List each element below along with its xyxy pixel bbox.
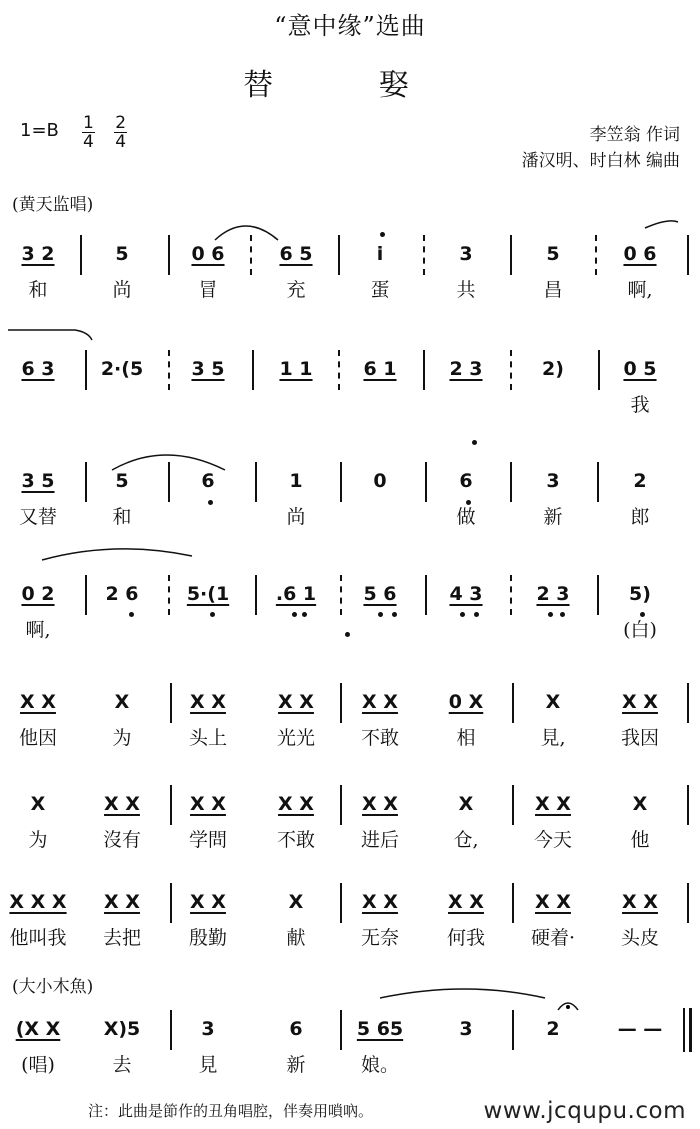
lyric: 学問 — [188, 829, 227, 851]
lyric: 无奈 — [360, 927, 399, 949]
note-group: 5 — [546, 243, 560, 265]
barline — [85, 575, 87, 615]
song-title: “意中缘”选曲 — [274, 12, 426, 40]
lyric: 不敢 — [276, 829, 315, 851]
score-row — [0, 683, 700, 793]
note-group: 3 5 — [191, 358, 225, 380]
lyric: 尚 — [286, 506, 306, 528]
barline — [425, 462, 427, 502]
note-group: 5 6 — [363, 583, 397, 605]
barline — [687, 883, 689, 923]
barline — [168, 462, 170, 502]
octave-dot — [302, 612, 307, 617]
note-group: 5 — [115, 470, 129, 492]
lyric: 昌 — [543, 279, 563, 301]
note-group: 2 — [546, 1018, 560, 1040]
note-group: .6 1 — [275, 583, 317, 605]
note-group: 2 3 — [536, 583, 570, 605]
barline — [340, 883, 342, 923]
note-group: X — [288, 891, 304, 913]
barline — [340, 462, 342, 502]
lyric: 郎 — [630, 506, 650, 528]
barline — [80, 235, 82, 275]
note-group: 0 6 — [623, 243, 657, 265]
lyric: (白) — [623, 619, 657, 641]
lyric: 我因 — [620, 727, 659, 749]
note-group: X — [632, 793, 648, 815]
note-group: i — [376, 243, 384, 265]
lyric: 我 — [630, 394, 650, 416]
barline — [425, 575, 427, 615]
note-group: 5) — [629, 583, 651, 605]
barline — [170, 883, 172, 923]
octave-dot — [548, 612, 553, 617]
octave-dot — [378, 612, 383, 617]
note-group: X X — [104, 891, 140, 913]
note-group: 0 6 — [191, 243, 225, 265]
lyric: 和 — [28, 279, 48, 301]
lyric: 头皮 — [620, 927, 659, 949]
lyric: 他叫我 — [9, 927, 67, 949]
barline — [170, 785, 172, 825]
lyricist-credit: 李笠翁 作词 — [589, 125, 680, 145]
meter-2: $\frac{2}{4}$ — [115, 113, 127, 152]
octave-dot — [474, 612, 479, 617]
barline — [512, 883, 514, 923]
note-group: 0 5 — [623, 358, 657, 380]
footnote: 注：此曲是節作的丑角唱腔，伴奏用嗩吶。 — [88, 1102, 374, 1120]
note-group: X — [30, 793, 46, 815]
lyric: 去 — [112, 1054, 132, 1076]
note-group: 6 5 — [279, 243, 313, 265]
note-group: (X X — [15, 1018, 61, 1040]
barline — [170, 1010, 172, 1050]
note-group: X X — [535, 891, 571, 913]
watermark: www.jcqupu.com — [483, 1098, 686, 1124]
lyric: 光光 — [276, 727, 315, 749]
dashed-barline — [250, 235, 252, 275]
barline — [338, 235, 340, 275]
note-group: X X — [20, 691, 56, 713]
note-group: X X — [535, 793, 571, 815]
note-group: X X — [190, 691, 226, 713]
dashed-barline — [168, 350, 170, 390]
lyric: 为 — [28, 829, 48, 851]
octave-dot — [560, 612, 565, 617]
lyric: 不敢 — [360, 727, 399, 749]
note-group: 6 — [459, 470, 473, 492]
note-group: X X — [190, 793, 226, 815]
note-group: 6 — [201, 470, 215, 492]
barline — [597, 462, 599, 502]
octave-dot — [392, 612, 397, 617]
barline — [423, 350, 425, 390]
note-group: 3 5 — [21, 470, 55, 492]
note-group: 6 1 — [363, 358, 397, 380]
singer-role: (黄天监唱) — [12, 195, 94, 215]
barline — [255, 462, 257, 502]
lyric: 进后 — [360, 829, 399, 851]
dashed-barline — [510, 575, 512, 615]
octave-dot — [345, 632, 350, 637]
note-group: X X — [362, 793, 398, 815]
lyric: 去把 — [102, 927, 141, 949]
note-group: X X — [362, 891, 398, 913]
octave-dot — [472, 440, 477, 445]
score-row — [0, 785, 700, 895]
dashed-barline — [340, 575, 342, 615]
octave-dot — [210, 612, 215, 617]
lyric: 和 — [112, 506, 132, 528]
lyric: 娘。 — [360, 1054, 399, 1076]
barline — [597, 575, 599, 615]
note-group: — — — [617, 1018, 663, 1040]
barline — [512, 1010, 514, 1050]
note-group: X)5 — [103, 1018, 141, 1040]
barline — [512, 683, 514, 723]
barline — [170, 683, 172, 723]
lyric: (唱) — [21, 1054, 55, 1076]
lyric: 他因 — [18, 727, 57, 749]
lyric: 冒 — [198, 279, 218, 301]
barline — [252, 350, 254, 390]
score-row — [0, 575, 700, 685]
octave-dot — [380, 232, 385, 237]
note-group: 5·(1 — [186, 583, 230, 605]
lyric: 新 — [543, 506, 563, 528]
note-group: X X — [622, 691, 658, 713]
score-row — [0, 235, 700, 345]
lyric: 做 — [456, 506, 476, 528]
note-group: 3 — [201, 1018, 215, 1040]
lyric: 見, — [540, 727, 566, 749]
barline — [598, 350, 600, 390]
barline — [85, 462, 87, 502]
meter-1: $\frac{1}{4}$ — [83, 113, 94, 152]
note-group: X — [545, 691, 561, 713]
octave-dot — [466, 500, 471, 505]
barline — [340, 785, 342, 825]
lyric: 献 — [286, 927, 306, 949]
lyric: 充 — [286, 279, 306, 301]
lyric: 尚 — [112, 279, 132, 301]
note-group: X X — [190, 891, 226, 913]
lyric: 相 — [456, 727, 476, 749]
lyric: 硬着· — [530, 927, 576, 949]
final-barline-thin — [683, 1008, 685, 1052]
dashed-barline — [595, 235, 597, 275]
note-group: X X — [104, 793, 140, 815]
barline — [687, 235, 689, 275]
note-group: 2·(5 — [100, 358, 144, 380]
note-group: 6 — [289, 1018, 303, 1040]
note-group: 2 — [633, 470, 647, 492]
note-group: X X X — [9, 891, 67, 913]
lyric: 啊, — [25, 619, 51, 641]
note-group: X X — [278, 793, 314, 815]
lyric: 他 — [630, 829, 650, 851]
score-row — [0, 883, 700, 993]
time-signatures — [82, 114, 141, 152]
lyric: 沒有 — [102, 829, 141, 851]
song-subtitle: 替 娶 — [243, 68, 457, 103]
lyric: 新 — [286, 1054, 306, 1076]
lyric: 仓, — [453, 829, 479, 851]
note-group: X — [458, 793, 474, 815]
octave-dot — [640, 612, 645, 617]
note-group: X X — [362, 691, 398, 713]
note-group: 3 2 — [21, 243, 55, 265]
note-group: 5 — [115, 243, 129, 265]
lyric: 蛋 — [370, 279, 390, 301]
lyric: 共 — [456, 279, 476, 301]
barline — [340, 1010, 342, 1050]
barline — [687, 785, 689, 825]
dashed-barline — [338, 350, 340, 390]
note-group: 1 1 — [279, 358, 313, 380]
note-group: 1 — [289, 470, 303, 492]
score-row — [0, 350, 700, 460]
lyric: 見 — [198, 1054, 218, 1076]
note-group: 0 X — [448, 691, 484, 713]
key-signature: 1=B — [20, 120, 59, 141]
note-group: 2 3 — [449, 358, 483, 380]
octave-dot — [208, 500, 213, 505]
note-group: 3 — [459, 1018, 473, 1040]
percussion-label: (大小木魚) — [12, 977, 94, 997]
octave-dot — [129, 612, 134, 617]
note-group: 4 3 — [449, 583, 483, 605]
note-group: 3 — [546, 470, 560, 492]
note-group: X — [114, 691, 130, 713]
barline — [687, 683, 689, 723]
final-barline-thick — [689, 1008, 692, 1052]
note-group: 3 — [459, 243, 473, 265]
note-group: 2) — [542, 358, 564, 380]
barline — [255, 575, 257, 615]
octave-dot — [292, 612, 297, 617]
note-group: 0 2 — [21, 583, 55, 605]
lyric: 啊, — [627, 279, 653, 301]
barline — [85, 350, 87, 390]
lyric: 何我 — [446, 927, 485, 949]
barline — [510, 235, 512, 275]
composer-credit: 潘汉明、时白林 编曲 — [521, 151, 680, 171]
lyric: 殷勤 — [188, 927, 227, 949]
note-group: X X — [448, 891, 484, 913]
slur — [645, 221, 678, 228]
barline — [512, 785, 514, 825]
dashed-barline — [423, 235, 425, 275]
lyric: 为 — [112, 727, 132, 749]
lyric: 今天 — [533, 829, 572, 851]
fermata-dot — [566, 1005, 570, 1009]
lyric: 又替 — [18, 506, 57, 528]
note-group: 6 3 — [21, 358, 55, 380]
barline — [340, 683, 342, 723]
barline — [510, 462, 512, 502]
fermata-icon — [558, 1003, 578, 1010]
lyric: 头上 — [188, 727, 227, 749]
score-row — [0, 462, 700, 572]
barline — [168, 235, 170, 275]
dashed-barline — [168, 575, 170, 615]
octave-dot — [460, 612, 465, 617]
note-group: 5 65 — [356, 1018, 404, 1040]
note-group: 2 6 — [105, 583, 139, 605]
note-group: X X — [278, 691, 314, 713]
dashed-barline — [510, 350, 512, 390]
note-group: 0 — [373, 470, 387, 492]
note-group: X X — [622, 891, 658, 913]
